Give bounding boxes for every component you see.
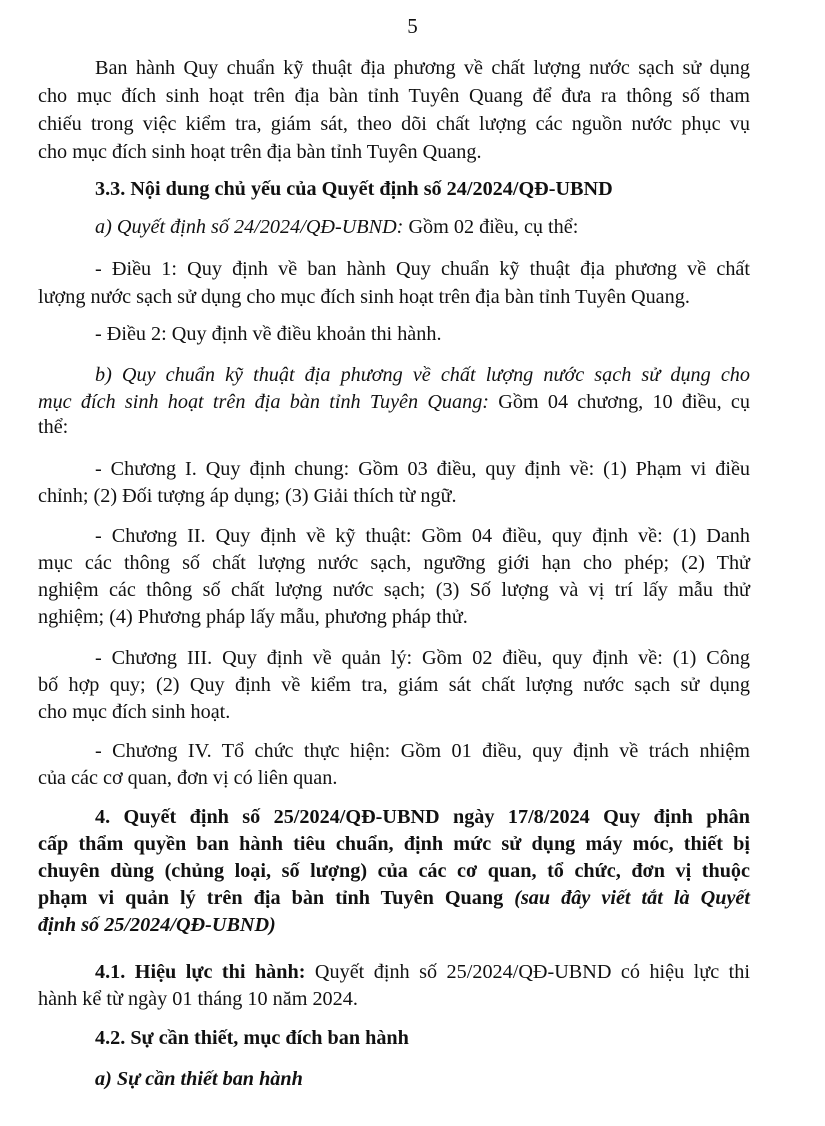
- paragraph-line: nghiệm các thông số chất lượng nước sạch; (3) Số lượng và vị trí lấy mẫu thử: [38, 579, 750, 601]
- paragraph-line: - Chương IV. Tổ chức thực hiện: Gồm 01 điều, quy định về trách nhiệm: [95, 740, 750, 762]
- paragraph-line: Ban hành Quy chuẩn kỹ thuật địa phương về chất lượng nước sạch sử dụng: [95, 57, 750, 79]
- section-heading-line: chuyên dùng (chủng loại, số lượng) của các cơ quan, tổ chức, đơn vị thuộc: [38, 860, 750, 882]
- section-heading-line: cấp thẩm quyền ban hành tiêu chuẩn, định mức sử dụng máy móc, thiết bị: [38, 833, 750, 855]
- subsection-heading: a) Sự cần thiết ban hành: [95, 1068, 303, 1090]
- paragraph-line: cho mục đích sinh hoạt.: [38, 701, 231, 723]
- page-number: 5: [407, 14, 418, 38]
- section-heading-line: định số 25/2024/QĐ-UBND): [38, 914, 276, 936]
- paragraph-line: - Chương III. Quy định về quản lý: Gồm 02 điều, quy định về: (1) Công: [95, 647, 750, 669]
- paragraph-line: b) Quy chuẩn kỹ thuật địa phương về chất lượng nước sạch sử dụng cho: [95, 364, 750, 386]
- paragraph-line: nghiệm; (4) Phương pháp lấy mẫu, phương pháp thử.: [38, 606, 468, 628]
- paragraph-line: bố hợp quy; (2) Quy định về kiểm tra, giám sát chất lượng nước sạch sử dụng: [38, 674, 750, 696]
- paragraph-line: của các cơ quan, đơn vị có liên quan.: [38, 767, 338, 789]
- section-heading: 4. Quyết định số 25/2024/QĐ-UBND ngày 17/8/2024 Quy định phân: [95, 806, 750, 828]
- paragraph-line: [95, 959, 750, 985]
- italic-label: mục đích sinh hoạt trên địa bàn tỉnh Tuyên Quang:: [38, 391, 490, 413]
- text-span: Quyết định số 25/2024/QĐ-UBND có hiệu lực thi: [305, 961, 750, 983]
- paragraph-line: cho mục đích sinh hoạt trên địa bàn tỉnh Tuyên Quang.: [38, 141, 482, 163]
- paragraph-line: - Chương I. Quy định chung: Gồm 03 điều, quy định về: (1) Phạm vi điều: [95, 458, 750, 480]
- text-span: Gồm 04 chương, 10 điều, cụ: [489, 391, 750, 413]
- paragraph-line: chỉnh; (2) Đối tượng áp dụng; (3) Giải thích từ ngữ.: [38, 485, 457, 507]
- paragraph-line: thể:: [38, 416, 69, 438]
- italic-label: a) Quyết định số 24/2024/QĐ-UBND:: [95, 216, 404, 238]
- text-span: Gồm 02 điều, cụ thể:: [403, 216, 579, 238]
- paragraph-line: [38, 389, 750, 415]
- paragraph-line: [95, 214, 750, 240]
- bold-label: 4.1. Hiệu lực thi hành:: [95, 961, 306, 983]
- bold-span: phạm vi quản lý trên địa bàn tỉnh Tuyên Quang: [38, 887, 504, 909]
- paragraph-line: hành kể từ ngày 01 tháng 10 năm 2024.: [38, 988, 358, 1010]
- paragraph-line: chiếu trong việc kiểm tra, giám sát, theo dõi chất lượng các nguồn nước phục vụ: [38, 113, 750, 135]
- paragraph-line: cho mục đích sinh hoạt trên địa bàn tỉnh Tuyên Quang để đưa ra thông số tham: [38, 85, 750, 107]
- paragraph-line: - Điều 1: Quy định về ban hành Quy chuẩn kỹ thuật địa phương về chất: [95, 258, 750, 280]
- section-heading-line: [38, 885, 750, 911]
- section-heading: 3.3. Nội dung chủ yếu của Quyết định số 24/2024/QĐ-UBND: [95, 178, 613, 200]
- paragraph-line: mục các thông số chất lượng nước sạch, ngưỡng giới hạn cho phép; (2) Thử: [38, 552, 750, 574]
- paragraph-line: - Chương II. Quy định về kỹ thuật: Gồm 04 điều, quy định về: (1) Danh: [95, 525, 750, 547]
- paragraph-line: - Điều 2: Quy định về điều khoản thi hành.: [95, 323, 442, 345]
- bold-italic-span: (sau đây viết tắt là Quyết: [503, 887, 750, 909]
- section-heading: 4.2. Sự cần thiết, mục đích ban hành: [95, 1027, 409, 1049]
- paragraph-line: lượng nước sạch sử dụng cho mục đích sinh hoạt trên địa bàn tỉnh Tuyên Quang.: [38, 286, 690, 308]
